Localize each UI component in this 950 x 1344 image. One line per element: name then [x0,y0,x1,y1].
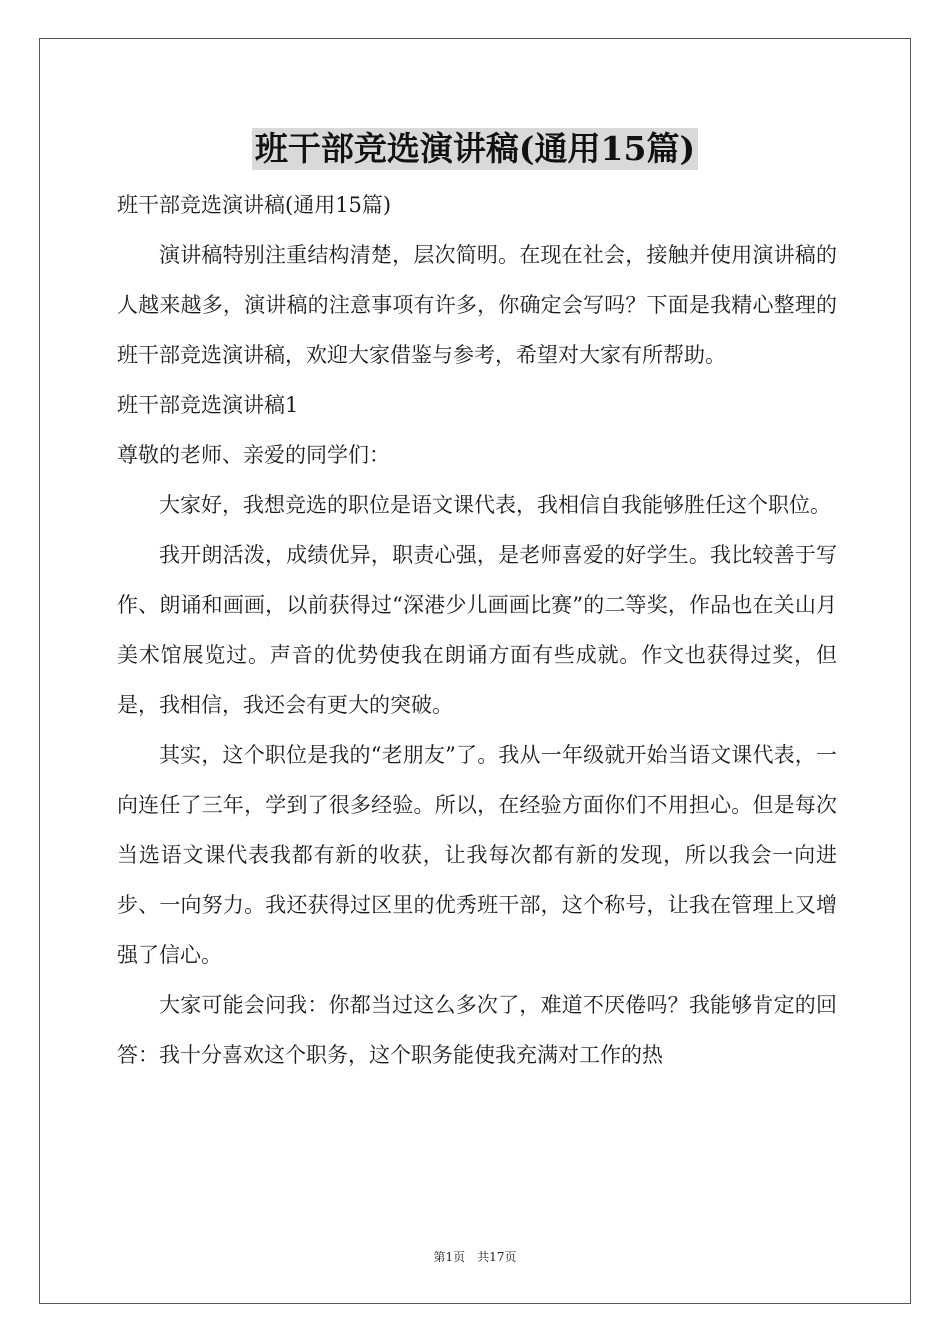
paragraph-salutation: 尊敬的老师、亲爱的同学们： [117,443,390,467]
page-number: 第1页 共17页 [433,1250,517,1264]
section-heading: 班干部竞选演讲稿1 [117,393,299,417]
paragraph: 大家可能会问我：你都当过这么多次了，难道不厌倦吗？我能够肯定的回答：我十分喜欢这个职务，这个职务能使我充满对工作的热 [117,993,837,1067]
document-body [117,180,837,1080]
document-title: 班干部竞选演讲稿(通用15篇) [252,128,698,170]
paragraph: 我开朗活泼，成绩优异，职责心强，是老师喜爱的好学生。我比较善于写作、朗诵和画画，以前获得过“深港少儿画画比赛”的二等奖，作品也在关山月美术馆展览过。声音的优势使我在朗诵方面有些成就。作文也获得过奖，但是，我相信，我还会有更大的突破。 [117,543,837,717]
page-footer [0,1248,950,1265]
title-container [0,128,950,170]
paragraph: 其实，这个职位是我的“老朋友”了。我从一年级就开始当语文课代表，一向连任了三年，学到了很多经验。所以，在经验方面你们不用担心。但是每次当选语文课代表我都有新的收获，让我每次都有新的发现，所以我会一向进步、一向努力。我还获得过区里的优秀班干部，这个称号，让我在管理上又增强了信心。 [117,743,837,967]
paragraph: 大家好，我想竞选的职位是语文课代表，我相信自我能够胜任这个职位。 [159,493,831,517]
paragraph-subtitle: 班干部竞选演讲稿(通用15篇) [117,193,392,217]
paragraph-intro: 演讲稿特别注重结构清楚，层次简明。在现在社会，接触并使用演讲稿的人越来越多，演讲稿的注意事项有许多，你确定会写吗？下面是我精心整理的班干部竞选演讲稿，欢迎大家借鉴与参考，希望对大家有所帮助。 [117,243,837,367]
